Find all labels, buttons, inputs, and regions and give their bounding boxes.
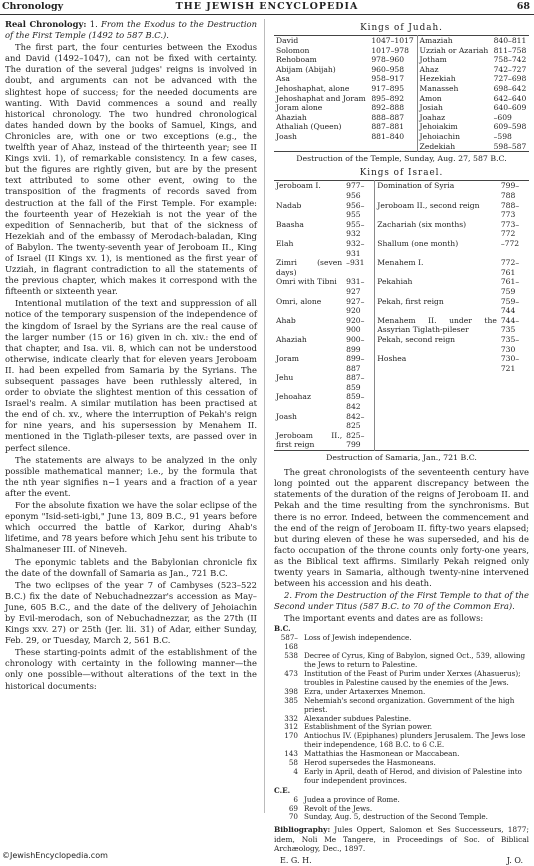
king-name: Josiah (417, 103, 492, 113)
reign-dates: 931–927 (346, 277, 365, 296)
king-name: Ahaziah (276, 112, 307, 122)
reign-dates: 842–825 (346, 411, 365, 431)
bibliography-label: Bibliography: (274, 825, 331, 835)
event-date: 58 (288, 758, 298, 768)
event-text: Nehemiah's second organization. Government of the high priest. (304, 695, 515, 714)
reign-dates (369, 142, 417, 152)
king-row (274, 84, 529, 94)
king-name: Jotham (417, 55, 492, 65)
king-name: Joahaz (417, 113, 492, 123)
reign-dates: 825–799 (346, 430, 365, 450)
running-head-title: THE JEWISH ENCYCLOPEDIA (175, 1, 359, 12)
king-name: Jehoshaphat, alone (276, 84, 350, 94)
king-name: Pekah, first reign (375, 297, 499, 316)
king-name: Omri with Tibni (276, 277, 337, 287)
reign-dates: 698–642 (493, 84, 527, 94)
event-row (274, 813, 529, 822)
body-paragraph: The two eclipses of the year 7 of Cambyses (523–522 B.C.) fix the date of Nebuchadnezzar's accession as May–June, 605 B.C., and the date of the delivery of Jehoiachin by Evil-merodach, son of Nebuchadnezzar, as the 27th (II Kings xxv. 27) or 25th (Jer. lii. 31) of Adar, either Sunday, Feb. 29, or Tuesday, March 2, 561 B.C. (5, 579, 257, 646)
events-list (274, 625, 529, 822)
king-row (274, 65, 529, 75)
body-paragraph: These starting-points admit of the establishment of the chronology with certainty in the following manner—the only one possible—without alterations of the text in the historical documents: (5, 647, 257, 691)
reign-dates: 744–735 (500, 315, 520, 335)
body-paragraph: For the absolute fixation we have the solar eclipse of the eponym "Isid-seti-igbi," June 13, 809 B.C., 91 years before which occurred the battle of Karkor, during Ahab's lifetime, and 78 years before which Jehu sent his tribute to Shalmaneser III. of Nineveh. (5, 500, 257, 555)
reign-dates: –598 (493, 132, 512, 142)
king-row (274, 373, 529, 392)
king-row (274, 316, 529, 335)
reign-dates: 900–899 (346, 334, 365, 354)
king-row (274, 74, 529, 84)
king-row (274, 94, 529, 104)
king-name: Amaziah (417, 36, 492, 46)
reign-dates: 887–881 (371, 122, 405, 132)
reign-dates: 773–772 (500, 219, 520, 239)
kings-of-judah-table (274, 35, 529, 152)
body-paragraph: The eponymic tablets and the Babylonian chronicle fix the date of the downfall of Samaria as Jan., 721 B.C. (5, 556, 257, 578)
king-name: Omri, alone (276, 296, 322, 306)
body-paragraph: The important events and dates are as follows: (284, 613, 484, 624)
king-name: Hezekiah (417, 74, 492, 84)
king-row (274, 46, 529, 56)
running-head-topic: Chronology (2, 1, 64, 12)
event-date: 70 (288, 812, 298, 822)
event-date: 143 (284, 749, 298, 759)
reign-dates: 895–892 (371, 93, 405, 103)
king-name: Zimri (seven days) (276, 258, 343, 277)
event-text: Antiochus IV. (Epiphanes) plunders Jerusalem. The Jews lose their independence, 168 B.C. to 6 C.E. (304, 731, 526, 750)
king-name (375, 373, 499, 392)
body-paragraph: The great chronologists of the seventeenth century have long pointed out the apparent discrepancy between the statements of the duration of the reigns of Jeroboam II. and Pekah and the time resulting from the synchronisms. But there is no error. Indeed, between the commencement and the end of the reign of Jeroboam II. fifty-two years elapsed; but during eleven of these he was superseded, and his de facto occupation of the throne counts only forty-one years, as the Biblical text affirms. Similarly Pekah reigned only twenty years in Samaria, although twenty-nine intervened between his accession and his death. (274, 467, 529, 589)
king-row (274, 113, 529, 123)
king-row (274, 132, 529, 142)
section-number: 1. (86, 19, 102, 29)
king-name: Ahaziah (276, 334, 307, 344)
king-name: Nadab (276, 200, 302, 210)
king-name: Menahem I. (375, 258, 499, 277)
reign-dates: 642–640 (493, 93, 527, 103)
king-name: Uzziah or Azariah (417, 46, 492, 56)
king-name: Jehoiachin (417, 132, 492, 142)
king-row (274, 239, 529, 258)
king-name: Joram alone (276, 103, 323, 113)
king-name (375, 431, 499, 451)
king-name: Ahaz (417, 65, 492, 75)
page-footer (0, 851, 534, 863)
event-date: 473 (284, 668, 298, 678)
king-name: Joash (276, 132, 297, 142)
reign-dates: –609 (493, 112, 512, 122)
reign-dates (499, 373, 529, 392)
reign-dates (499, 431, 529, 451)
event-text: Sunday, Aug. 5, destruction of the Second Temple. (304, 812, 488, 822)
reign-dates: 899–887 (346, 354, 365, 373)
king-name: Baasha (276, 219, 304, 229)
author-initials: E. G. H. (280, 855, 312, 865)
reign-dates: 859–842 (346, 392, 365, 412)
king-name: Shallum (one month) (375, 239, 499, 258)
reign-dates: 640–609 (493, 103, 527, 113)
king-row (274, 142, 529, 152)
king-name (274, 142, 369, 152)
king-name: Domination of Syria (375, 181, 499, 201)
reign-dates: 881–840 (371, 132, 405, 142)
event-row (274, 634, 529, 652)
author-initials: J. O. (506, 855, 523, 865)
king-row (274, 220, 529, 239)
king-name: Jeroboam I. (276, 181, 321, 191)
body-paragraph: The statements are always to be analyzed in the only possible mathematical manner; i.e., by the formula that the nth year signifies n−1 years and a fraction of a year after the event. (5, 454, 257, 498)
event-text: Revolt of the Jews. (304, 803, 373, 813)
reign-dates: 1047–1017 (371, 36, 414, 46)
event-date: 170 (284, 731, 298, 741)
reign-dates: 742–727 (493, 64, 527, 74)
era-label: B.C. (274, 624, 291, 634)
reign-dates: 735–730 (500, 334, 520, 354)
israel-table-title: Kings of Israel. (359, 168, 444, 179)
left-column (5, 19, 257, 693)
event-row (274, 670, 529, 688)
event-date: 6 (293, 794, 298, 804)
event-date: 332 (284, 713, 298, 723)
reign-dates: 772–761 (500, 258, 520, 277)
king-name: Joash (276, 411, 297, 421)
king-name (375, 412, 499, 431)
king-row (274, 354, 529, 373)
reign-dates: 758–742 (493, 55, 527, 65)
king-name: Jehoshaphat and Joram (276, 93, 366, 103)
column-divider (264, 19, 265, 813)
event-date: 398 (284, 686, 298, 696)
event-date: 69 (288, 803, 298, 813)
king-name: Pekah, second reign (375, 335, 499, 354)
reign-dates: 598–587 (493, 141, 527, 151)
king-name: Zedekiah (417, 142, 492, 152)
reign-dates: 887–859 (346, 373, 365, 392)
section-title: From the Exodus to the Destruction of the First Temple (1492 to 587 B.C.). (5, 19, 257, 41)
king-name: Elah (276, 238, 294, 248)
king-row (274, 297, 529, 316)
reign-dates: –772 (500, 238, 520, 248)
event-row (274, 697, 529, 715)
body-paragraph: Intentional mutilation of the text and suppression of all notice of the temporary suspension of the independence of the kingdom of Israel by the Syrians are the real cause of the larger number (15 or 16) given in ch. xiv.: the end of that chapter, and Isa. vii. 8, which can not be understood otherwise, indicate clearly that for eleven years Jeroboam II. had been expelled from Samaria by the Syrians. The subsequent passages have been ruthlessly altered, in order to obviate the slightest mention of this cessation of Israel's realm. A similar mutilation has been practised at the end of ch. xv., where the interruption of Pekah's reign for nine years, and his supersession by Menahem II. mentioned in the Tiglath-pileser texts, are passed over in perfect silence. (5, 298, 257, 453)
event-text: Loss of Jewish independence. (304, 633, 412, 643)
reign-dates (499, 392, 529, 411)
king-name: Amon (417, 94, 492, 104)
section-lead: Real Chronology: (5, 19, 87, 29)
king-name: Jehoiakim (417, 122, 492, 132)
king-name: Menahem II. under the Assyrian Tiglath-pileser (375, 316, 499, 335)
king-row (274, 335, 529, 354)
section-two-heading (274, 590, 529, 612)
event-date: 385 (284, 695, 298, 705)
event-text: Ezra, under Artaxerxes Mnemon. (304, 686, 426, 696)
event-date: 587–168 (280, 633, 298, 652)
event-text: Institution of the Feast of Purim under Xerxes (Ahasuerus); troubles in Palestine caused by the enemies of the Jews. (304, 668, 521, 687)
king-name: Abijam (Abijah) (276, 64, 336, 74)
reign-dates: 730–721 (500, 354, 520, 373)
kings-of-israel-table (274, 180, 529, 451)
king-name: Joram (276, 354, 299, 364)
reign-dates: 917–895 (371, 84, 405, 94)
event-row (274, 768, 529, 786)
king-name: Jehu (276, 373, 294, 383)
reign-dates: 727–698 (493, 74, 527, 84)
king-row (274, 36, 529, 46)
king-row (274, 431, 529, 451)
king-name: Hoshea (375, 354, 499, 373)
king-name: David (276, 36, 299, 46)
era-label: C.E. (274, 785, 291, 795)
king-row (274, 103, 529, 113)
event-text: Mattathias the Hasmonean or Maccabean. (304, 749, 460, 759)
reign-dates: 609–598 (493, 122, 527, 132)
king-name: Ahab (276, 315, 296, 325)
event-row (274, 732, 529, 750)
king-row (274, 122, 529, 132)
king-name: Asa (276, 74, 290, 84)
event-text: Alexander subdues Palestine. (304, 713, 412, 723)
king-row (274, 412, 529, 431)
king-name: Jeroboam II., first reign (276, 430, 343, 450)
event-text: Early in April, death of Herod, and division of Palestine into four independent provinces. (304, 766, 522, 785)
king-name: Zachariah (six months) (375, 220, 499, 239)
page-number: 68 (516, 1, 530, 12)
king-name: Athaliah (Queen) (276, 122, 342, 132)
reign-dates: 927–920 (346, 296, 365, 316)
event-text: Decree of Cyrus, King of Babylon, signed Oct., 539, allowing the Jews to return to Palestine. (304, 651, 526, 670)
section-heading-paragraph (5, 19, 257, 41)
bibliography (274, 825, 529, 853)
event-text: Judea a province of Rome. (304, 794, 400, 804)
bibliography-text: Jules Oppert, Salomon et Ses Successeurs, 1877; idem, Noli Me Tangere, in Proceedings of Soc. of Biblical Archæology, Dec., 1897. (274, 825, 529, 853)
reign-dates: 978–960 (371, 55, 405, 65)
event-text: Herod supersedes the Hasmoneans. (304, 758, 436, 768)
header-rule (0, 14, 534, 15)
king-row (274, 392, 529, 411)
reign-dates: 811–758 (493, 45, 527, 55)
king-name: Manasseh (417, 84, 492, 94)
king-name: Pekahiah (375, 277, 499, 296)
king-row (274, 277, 529, 296)
reign-dates: 958–917 (371, 74, 405, 84)
reign-dates: 788–773 (500, 200, 520, 220)
event-date: 538 (284, 651, 298, 661)
right-column (274, 23, 529, 866)
reign-dates: 888–887 (371, 112, 405, 122)
event-date: 4 (293, 766, 298, 776)
reign-dates: 920–900 (346, 315, 365, 335)
reign-dates (499, 412, 529, 431)
reign-dates: 840–811 (493, 36, 527, 46)
reign-dates: 799–788 (500, 181, 520, 200)
king-row (274, 181, 529, 201)
judah-table-caption: Destruction of the Temple, Sunday, Aug. 27, 587 B.C. (296, 154, 507, 164)
king-name: Rehoboam (276, 55, 317, 65)
event-text: Establishment of the Syrian power. (304, 722, 433, 732)
king-name (375, 392, 499, 411)
reign-dates: 977–956 (346, 181, 365, 200)
king-name: Solomon (276, 45, 310, 55)
reign-dates: 932–931 (346, 238, 365, 258)
copyright-link[interactable]: ©JewishEncyclopedia.com (2, 851, 108, 860)
section-two-title: 2. From the Destruction of the First Temple to that of the Second under Titus (587 B.C. to 70 of the Common Era). (274, 590, 529, 612)
reign-dates: 955–932 (346, 219, 365, 239)
king-name: Jehoahaz (276, 392, 311, 402)
body-paragraph: The first part, the four centuries between the Exodus and David (1492–1047), can not be fixed with certainty. The duration of the several judges' reigns is involved in doubt, and arguments can not be advanced with the slightest hope of success; for the needed documents are wanting. With David commences a sound and really historical chronology. The two hundred chronological dates handed down by the books of Samuel, Kings, and Chronicles are, with one or two exceptions (e.g., the twelfth year of Ahaz, instead of the thirteenth year; see II Kings xvii. 1), of remarkable consistency. In a few cases, but the figures are rightly given, but are by the present text attributed to some other event, owing to the transposition of the fragments of records saved from destruction at the fall of the First Temple. For example: the fourteenth year of Hezekiah is not the year of the expedition of Sennacherib, but that of the sickness of Hezekiah and of the embassy of Merodach-baladan, King of Babylon. The twenty-seventh year of Jeroboam II., King of Israel (II Kings xv. 1), is mentioned as the first year of Uzziah, in flagrant contradiction to all the statements of the previous chapter, which makes it correspond with the fifteenth or sixteenth year. (5, 42, 257, 297)
reign-dates: 960–958 (371, 64, 405, 74)
king-row (274, 258, 529, 277)
reign-dates: 1017–978 (371, 45, 409, 55)
reign-dates: 759–744 (500, 296, 520, 316)
page-header (0, 0, 534, 14)
king-name: Jeroboam II., second reign (375, 201, 499, 220)
king-row (274, 201, 529, 220)
event-row (274, 652, 529, 670)
judah-table-title: Kings of Judah. (360, 23, 443, 33)
israel-table-caption: Destruction of Samaria, Jan., 721 B.C. (326, 453, 477, 463)
reign-dates: 956–955 (346, 200, 365, 220)
reign-dates: 761–759 (500, 277, 520, 296)
reign-dates: 892–888 (371, 103, 405, 113)
event-date: 312 (284, 722, 298, 732)
king-row (274, 55, 529, 65)
reign-dates: –931 (346, 258, 365, 268)
